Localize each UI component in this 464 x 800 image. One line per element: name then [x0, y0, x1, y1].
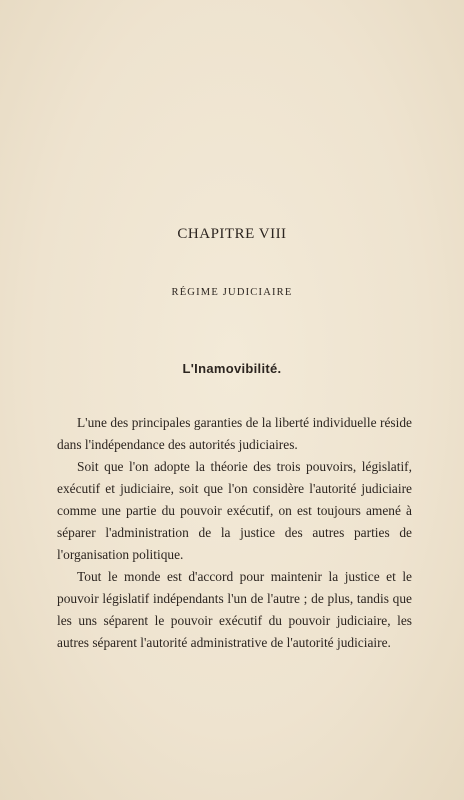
- paragraph-1: L'une des principales garanties de la liberté individuelle réside dans l'indépendance des autorités judiciaires.: [57, 415, 412, 452]
- paragraph-2: Soit que l'on adopte la théorie des trois pouvoirs, législatif, exécutif et judiciaire, soit que l'on considère l'autorité judiciaire comme une partie du pouvoir exécutif, on est toujours amené à séparer l'administration de la justice des autres parties de l'organisation politique.: [57, 459, 412, 562]
- paragraph-3: Tout le monde est d'accord pour maintenir la justice et le pouvoir législatif indépendants l'un de l'autre ; de plus, tandis que les uns séparent le pouvoir exécutif du pouvoir judiciaire, les autres séparent l'autorité administrative de l'autorité judiciaire.: [57, 569, 412, 650]
- section-heading: RÉGIME JUDICIAIRE: [171, 287, 293, 298]
- body-text: [57, 412, 412, 654]
- page-title: L'Inamovibilité.: [182, 361, 282, 376]
- chapter-heading: CHAPITRE VIII: [177, 226, 287, 242]
